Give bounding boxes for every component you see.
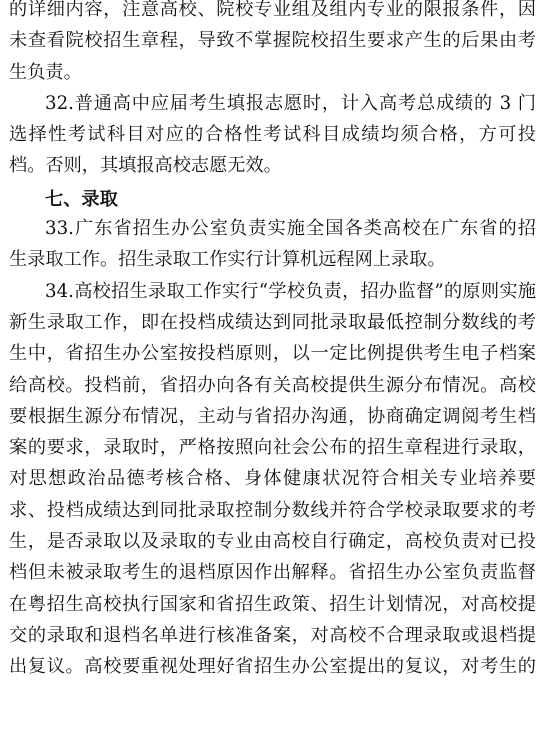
text-line: 给高校。投档前，省招办向各有关高校提供生源分布情况。高校 (9, 374, 536, 396)
text-line: 生负责。 (9, 61, 82, 83)
text-line: 在粤招生高校执行国家和省招生政策、招生计划情况，对高校提 (9, 593, 536, 615)
text-line: 选择性考试科目对应的合格性考试科目成绩均须合格，方可投 (9, 124, 536, 146)
text-line: 要根据生源分布情况，主动与省招办沟通，协商确定调阅考生档 (9, 405, 536, 427)
text-line: 档。否则，其填报高校志愿无效。 (9, 155, 282, 177)
text-line: 求、投档成绩达到同批录取控制分数线并符合学校录取要求的考 (9, 499, 536, 521)
text-line: 生，是否录取以及录取的专业由高校自行确定，高校负责对已投 (9, 531, 536, 553)
section-heading: 七、录取 (45, 188, 118, 210)
text-line: 生中，省招生办公室按投档原则，以一定比例提供考生电子档案 (9, 343, 536, 365)
text-line: 交的录取和退档名单进行核准备案，对高校不合理录取或退档提 (9, 624, 536, 646)
paragraph-33 (9, 213, 536, 276)
text-line: 新生录取工作，即在投档成绩达到同批录取最低控制分数线的考 (9, 311, 536, 333)
paragraph-31-tail (9, 0, 536, 88)
paragraph-34 (9, 276, 536, 683)
text-line: 生录取工作。招生录取工作实行计算机远程网上录取。 (9, 249, 446, 271)
text-line: 33.广东省招生办公室负责实施全国各类高校在广东省的招 (45, 218, 536, 240)
text-line: 对思想政治品德考核合格、身体健康状况符合相关专业培养要 (9, 468, 536, 490)
text-line: 的详细内容，注意高校、院校专业组及组内专业的限报条件，因 (9, 0, 536, 20)
text-line: 34.高校招生录取工作实行“学校负责，招办监督”的原则实施 (45, 280, 536, 302)
text-line: 案的要求，录取时，严格按照向社会公布的招生章程进行录取， (9, 437, 536, 459)
text-line: 32.普通高中应届考生填报志愿时，计入高考总成绩的 3 门 (45, 92, 536, 114)
text-line: 出复议。高校要重视处理好省招生办公室提出的复议，对考生的 (9, 656, 536, 678)
text-line: 档但未被录取考生的退档原因作出解释。省招生办公室负责监督 (9, 562, 536, 584)
paragraph-32 (9, 88, 536, 182)
text-line: 未查看院校招生章程，导致不掌握院校招生要求产生的后果由考 (9, 30, 536, 52)
